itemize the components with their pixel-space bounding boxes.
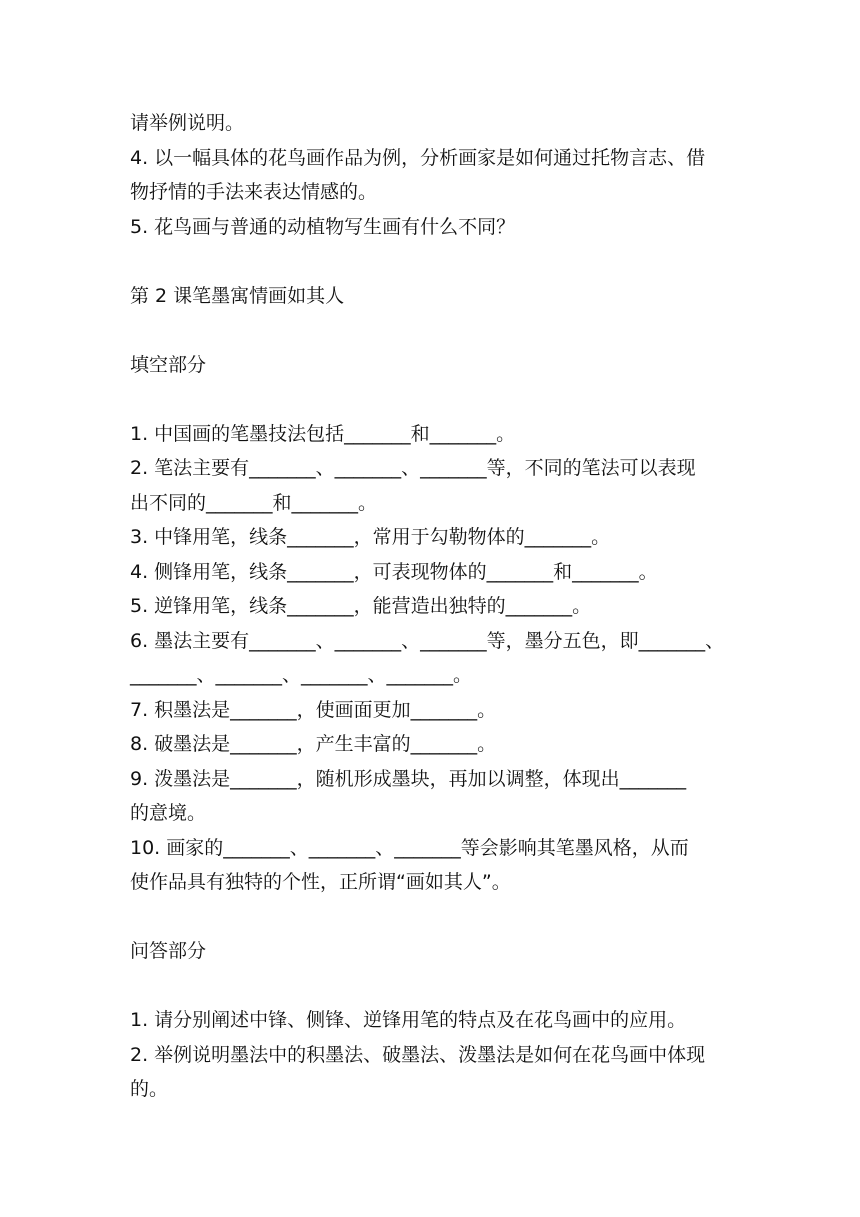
fill-in-5: 5. 逆锋用笔，线条_______，能营造出独特的_______。: [130, 595, 592, 617]
fill-in-2: 2. 笔法主要有_______、_______、_______等，不同的笔法可以表现: [130, 457, 696, 479]
fill-in-6: 6. 墨法主要有_______、_______、_______等，墨分五色，即_______、: [130, 629, 725, 652]
lesson-title: 第 2 课笔墨寓情画如其人: [130, 284, 345, 307]
question-4: 4. 以一幅具体的花鸟画作品为例，分析画家是如何通过托物言志、借: [130, 146, 706, 169]
fill-in-7: 7. 积墨法是_______，使画面更加_______。: [130, 698, 497, 721]
blank-line: [130, 969, 735, 1004]
blank-line: [130, 244, 735, 279]
qa-1: 1. 请分别阐述中锋、侧锋、逆锋用笔的特点及在花鸟画中的应用。: [130, 1009, 687, 1031]
blank-line: [130, 382, 735, 417]
fill-in-1: 1. 中国画的笔墨技法包括_______和_______。: [130, 422, 516, 445]
text-line: 请举例说明。: [130, 112, 245, 134]
document-body: [130, 106, 735, 1107]
blank-line: [130, 900, 735, 935]
qa-2: 2. 举例说明墨法中的积墨法、破墨法、泼墨法是如何在花鸟画中体现: [130, 1043, 706, 1066]
fill-in-9: 9. 泼墨法是_______，随机形成墨块，再加以调整，体现出_______: [130, 767, 687, 790]
fill-in-8: 8. 破墨法是_______，产生丰富的_______。: [130, 733, 497, 755]
section-heading-qa: 问答部分: [130, 940, 207, 962]
fill-in-4: 4. 侧锋用笔，线条_______，可表现物体的_______和_______。: [130, 560, 658, 583]
fill-in-3: 3. 中锋用笔，线条_______，常用于勾勒物体的_______。: [130, 526, 611, 548]
section-heading-fill-in: 填空部分: [130, 353, 207, 376]
fill-in-6-continued: _______、_______、_______、_______。: [130, 664, 473, 686]
blank-line: [130, 313, 735, 348]
question-5: 5. 花鸟画与普通的动植物写生画有什么不同？: [130, 215, 516, 238]
fill-in-10: 10. 画家的_______、_______、_______等会影响其笔墨风格，从而: [130, 836, 689, 859]
fill-in-2-continued: 出不同的_______和_______。: [130, 491, 378, 514]
qa-2-continued: 的。: [130, 1078, 169, 1100]
question-4-continued: 物抒情的手法来表达情感的。: [130, 181, 378, 203]
fill-in-9-continued: 的意境。: [130, 802, 207, 824]
fill-in-10-continued: 使作品具有独特的个性，正所谓“画如其人”。: [130, 871, 511, 893]
